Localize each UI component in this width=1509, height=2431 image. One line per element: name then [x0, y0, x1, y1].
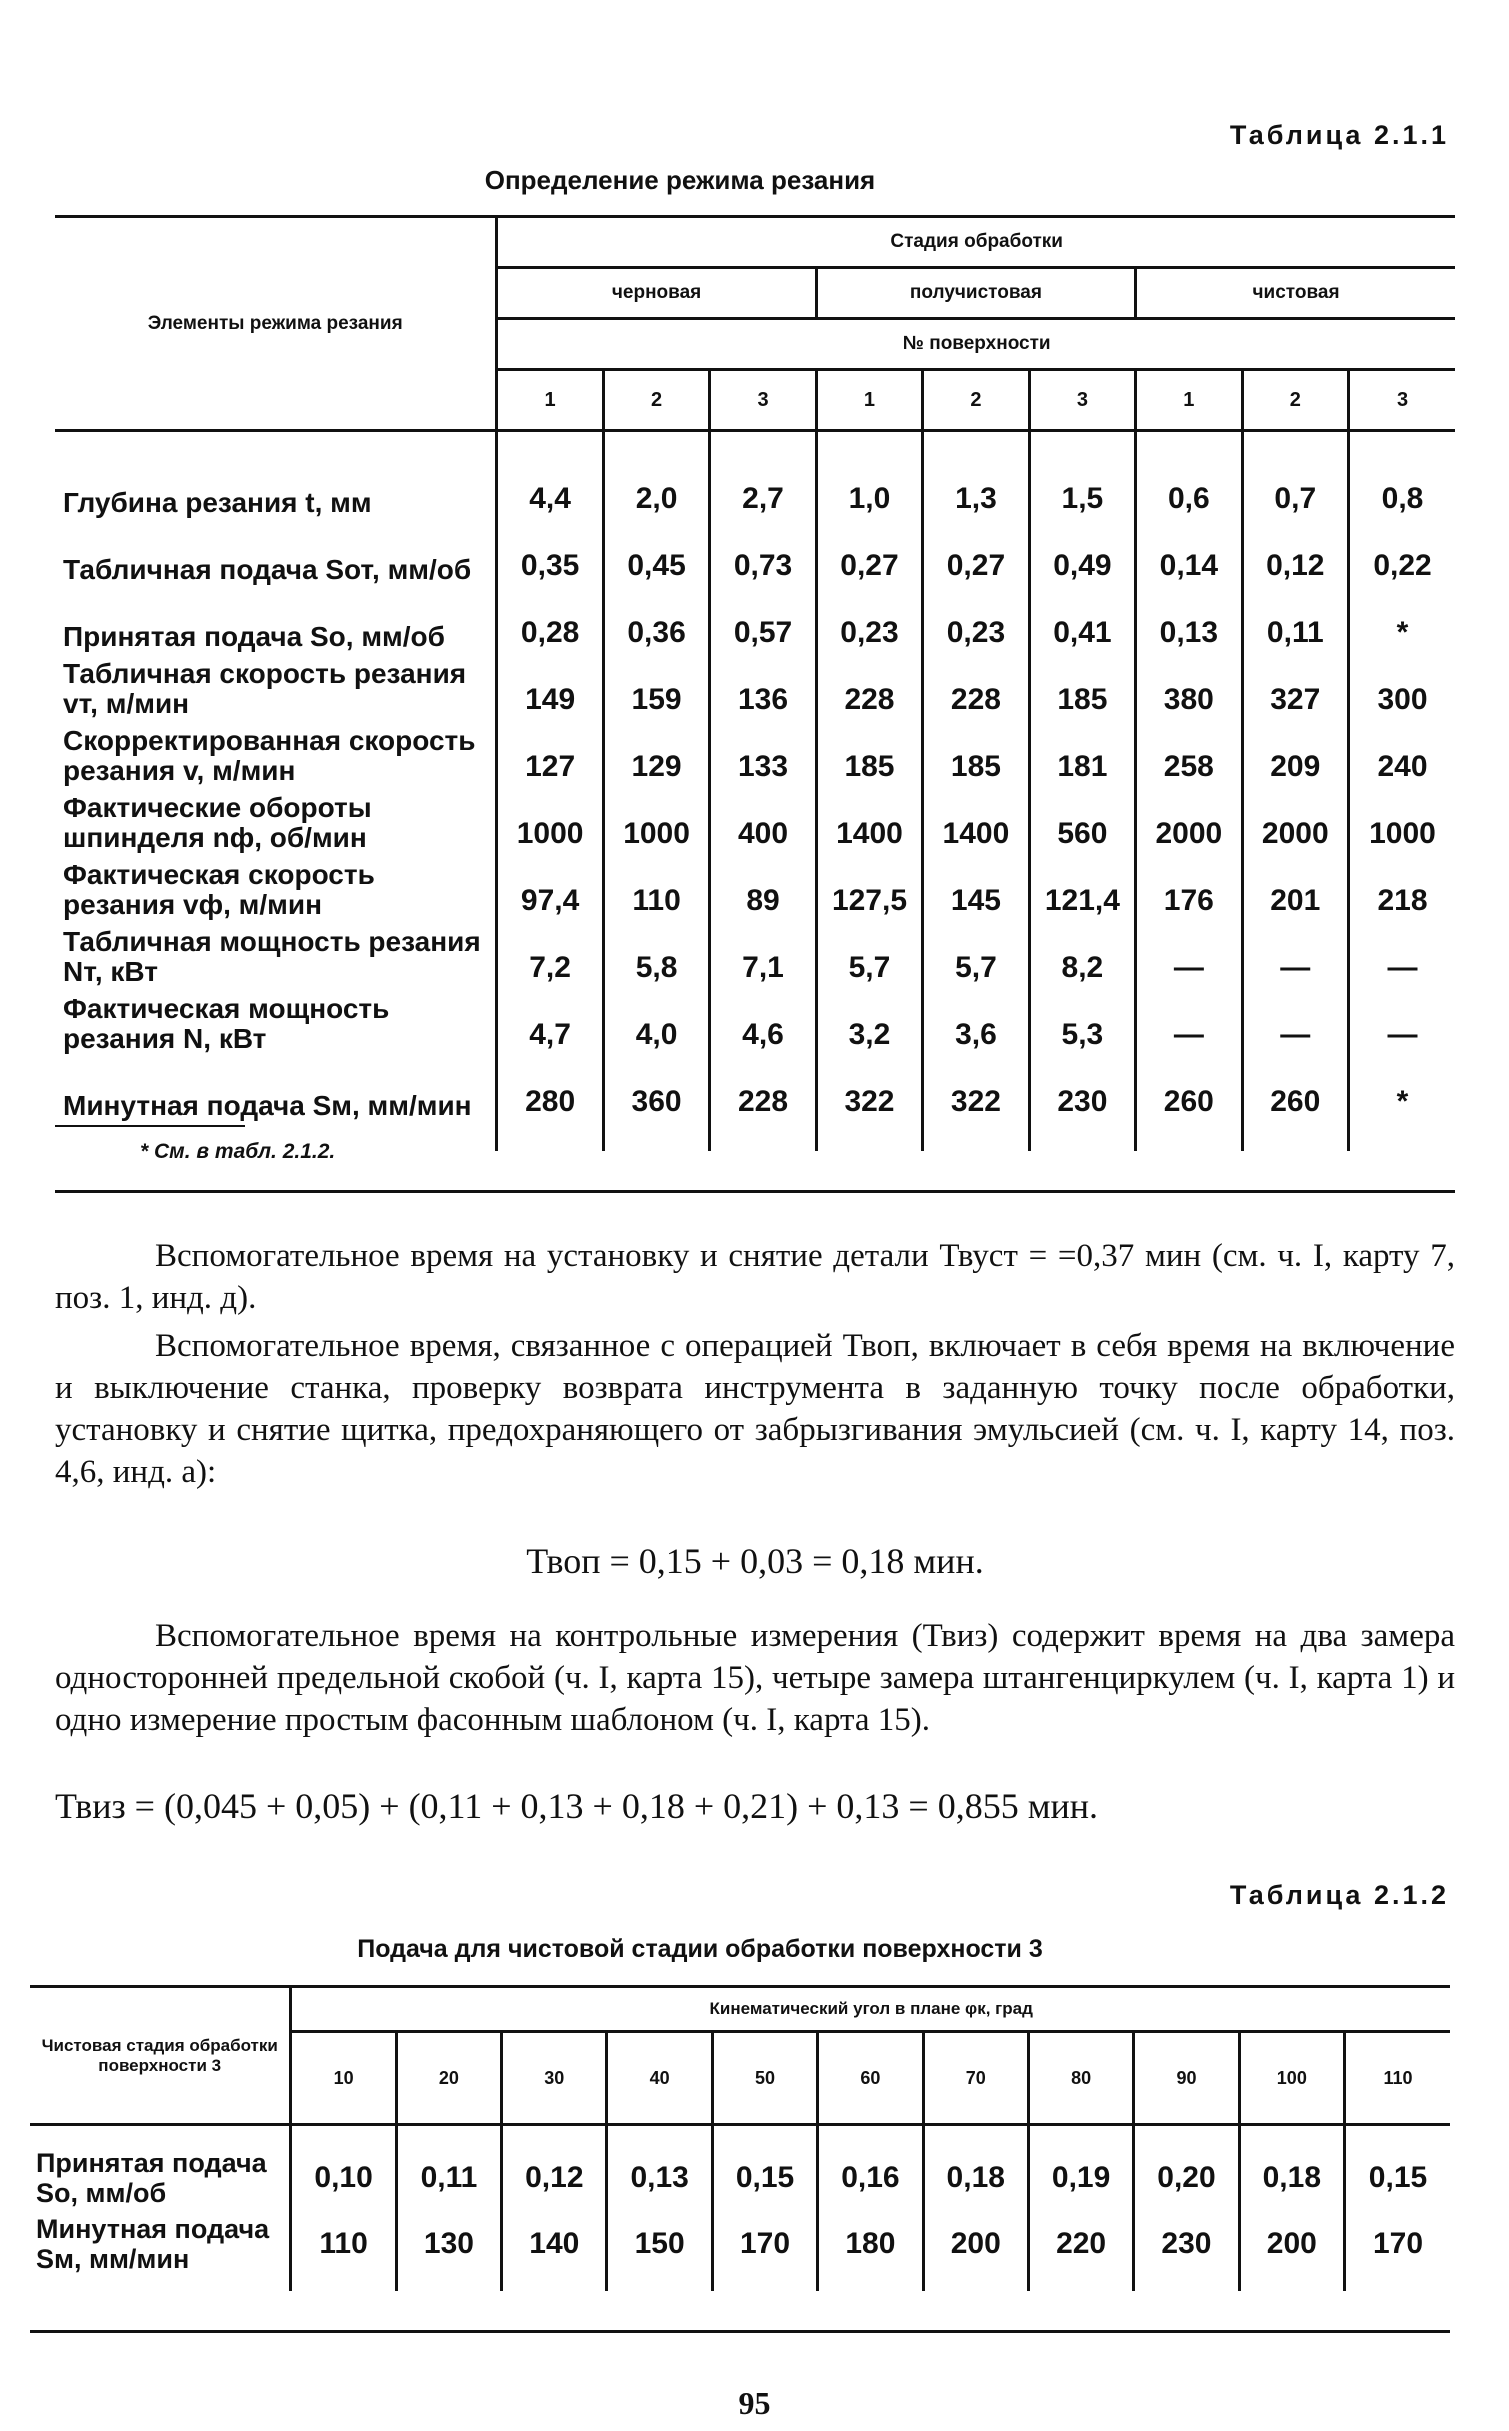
- table-row: [55, 518, 1455, 585]
- table-row: [30, 2211, 1450, 2277]
- cell-value: 1400: [816, 786, 922, 853]
- table-row: [55, 786, 1455, 853]
- surface-number: 1: [816, 370, 922, 431]
- header-elements: Элементы режима резания: [55, 217, 497, 431]
- cell-value: 0,7: [1242, 451, 1348, 518]
- cell-value: 0,22: [1349, 518, 1455, 585]
- row-label: Скорректированная скорость резания v, м/мин: [63, 724, 476, 786]
- paragraph-measurement-time: Вспомогательное время на контрольные измерения (Твиз) содержит время на два замера односторонней предельной скобой (ч. I, карта 15), четыре замера штангенциркулем (ч. I, карта 1) и одно измерение простым фасонным шаблоном (ч. I, карта 15).: [55, 1618, 1455, 1738]
- cell-value: 0,57: [710, 585, 816, 652]
- header-surface: № поверхности: [497, 319, 1455, 370]
- angle-value: 10: [291, 2032, 396, 2125]
- cell-value: 228: [710, 1054, 816, 1121]
- cell-value: 0,36: [603, 585, 709, 652]
- cell-value: 0,27: [923, 518, 1029, 585]
- cell-value: 4,7: [497, 987, 603, 1054]
- angle-value: 80: [1028, 2032, 1133, 2125]
- cell-value: 110: [291, 2211, 396, 2277]
- angle-value: 90: [1134, 2032, 1239, 2125]
- cell-value: 0,8: [1349, 451, 1455, 518]
- row-label: Табличная подача Sот, мм/об: [63, 553, 472, 585]
- header-stage: Стадия обработки: [497, 217, 1455, 268]
- cell-value: 260: [1242, 1054, 1348, 1121]
- cell-value: 560: [1029, 786, 1135, 853]
- cell-value: 1000: [1349, 786, 1455, 853]
- surface-number: 1: [497, 370, 603, 431]
- cell-value: —: [1349, 987, 1455, 1054]
- cell-value: 260: [1136, 1054, 1242, 1121]
- cell-value: 0,14: [1136, 518, 1242, 585]
- cell-value: 0,45: [603, 518, 709, 585]
- cell-value: 0,16: [818, 2145, 923, 2211]
- cell-value: 159: [603, 652, 709, 719]
- row-label: Принятая подача Sо, мм/об: [63, 620, 445, 652]
- table-row: [55, 853, 1455, 920]
- row-label: Глубина резания t, мм: [63, 486, 372, 518]
- surface-number: 3: [1349, 370, 1455, 431]
- cell-value: 280: [497, 1054, 603, 1121]
- row-label: Фактические обороты шпинделя nф, об/мин: [63, 791, 372, 853]
- cell-value: 2,0: [603, 451, 709, 518]
- row-label: Табличная скорость резания vт, м/мин: [63, 657, 467, 719]
- table-row: [55, 719, 1455, 786]
- cell-value: 228: [923, 652, 1029, 719]
- cell-value: 121,4: [1029, 853, 1135, 920]
- table-row: [55, 920, 1455, 987]
- row-label: Фактическая скорость резания vф, м/мин: [63, 858, 375, 920]
- cell-value: 170: [712, 2211, 817, 2277]
- cell-value: 127,5: [816, 853, 922, 920]
- cell-value: 145: [923, 853, 1029, 920]
- cell-value: 130: [396, 2211, 501, 2277]
- cell-value: 1000: [497, 786, 603, 853]
- cell-value: 0,12: [502, 2145, 607, 2211]
- cell-value: 1,3: [923, 451, 1029, 518]
- angle-value: 70: [923, 2032, 1028, 2125]
- cell-value: 129: [603, 719, 709, 786]
- cell-value: 0,28: [497, 585, 603, 652]
- cell-value: 0,19: [1028, 2145, 1133, 2211]
- cell-value: 180: [818, 2211, 923, 2277]
- angle-value: 110: [1345, 2032, 1451, 2125]
- cell-value: 185: [816, 719, 922, 786]
- cell-value: 89: [710, 853, 816, 920]
- cell-value: 3,6: [923, 987, 1029, 1054]
- cell-value: 230: [1029, 1054, 1135, 1121]
- cell-value: *: [1349, 585, 1455, 652]
- cell-value: 322: [816, 1054, 922, 1121]
- cell-value: 0,10: [291, 2145, 396, 2211]
- cell-value: 0,23: [816, 585, 922, 652]
- table2-title: Подача для чистовой стадии обработки поверхности 3: [357, 1935, 1043, 1963]
- cell-value: 258: [1136, 719, 1242, 786]
- angle-value: 20: [396, 2032, 501, 2125]
- header-angle: Кинематический угол в плане φк, град: [291, 1987, 1450, 2032]
- cell-value: 220: [1028, 2211, 1133, 2277]
- cell-value: 2,7: [710, 451, 816, 518]
- cell-value: *: [1349, 1054, 1455, 1121]
- finish-feed-table: [30, 1985, 1450, 2291]
- cell-value: 0,12: [1242, 518, 1348, 585]
- cell-value: 185: [923, 719, 1029, 786]
- cell-value: 327: [1242, 652, 1348, 719]
- table-row: [30, 2145, 1450, 2211]
- surface-number: 3: [710, 370, 816, 431]
- cell-value: 3,2: [816, 987, 922, 1054]
- table-row: [55, 451, 1455, 518]
- cell-value: —: [1136, 987, 1242, 1054]
- cell-value: 0,49: [1029, 518, 1135, 585]
- surface-number: 2: [923, 370, 1029, 431]
- cell-value: 4,6: [710, 987, 816, 1054]
- table-row: [55, 1054, 1455, 1121]
- cell-value: 0,15: [1345, 2145, 1451, 2211]
- table1-footnote: * См. в табл. 2.1.2.: [140, 1140, 336, 1163]
- table-row: [55, 585, 1455, 652]
- cell-value: 0,18: [1239, 2145, 1344, 2211]
- row-label: Табличная мощность резания Nт, кВт: [63, 925, 481, 987]
- table-row: [55, 987, 1455, 1054]
- cell-value: 149: [497, 652, 603, 719]
- cell-value: 0,23: [923, 585, 1029, 652]
- cell-value: 150: [607, 2211, 712, 2277]
- cell-value: 209: [1242, 719, 1348, 786]
- angle-value: 100: [1239, 2032, 1344, 2125]
- cell-value: 0,73: [710, 518, 816, 585]
- row-label: Принятая подача Sо, мм/об: [36, 2147, 267, 2208]
- header-stage-semifinish: получистовая: [816, 268, 1135, 319]
- cell-value: 7,2: [497, 920, 603, 987]
- angle-value: 50: [712, 2032, 817, 2125]
- cell-value: 300: [1349, 652, 1455, 719]
- cell-value: 201: [1242, 853, 1348, 920]
- footnote-bottom-rule: [55, 1190, 1455, 1193]
- cell-value: 0,13: [607, 2145, 712, 2211]
- cell-value: 4,0: [603, 987, 709, 1054]
- cell-value: 176: [1136, 853, 1242, 920]
- cell-value: 0,6: [1136, 451, 1242, 518]
- cell-value: —: [1242, 987, 1348, 1054]
- cell-value: 140: [502, 2211, 607, 2277]
- cell-value: 5,7: [923, 920, 1029, 987]
- cell-value: 0,27: [816, 518, 922, 585]
- formula-operation-time: Твоп = 0,15 + 0,03 = 0,18 мин.: [526, 1541, 984, 1581]
- cell-value: 0,35: [497, 518, 603, 585]
- cell-value: —: [1136, 920, 1242, 987]
- cell-value: 240: [1349, 719, 1455, 786]
- angle-value: 60: [818, 2032, 923, 2125]
- angle-value: 30: [502, 2032, 607, 2125]
- cell-value: 7,1: [710, 920, 816, 987]
- paragraph-operation-time: Вспомогательное время, связанное с операцией Твоп, включает в себя время на включение и выключение станка, проверку возврата инструмента в заданную точку после обработки, установку и снятие щитка, предохраняющего от забрызгивания эмульсией (см. ч. I, карту 14, поз. 4,6, инд. а):: [55, 1328, 1455, 1490]
- cell-value: 322: [923, 1054, 1029, 1121]
- cell-value: 1,0: [816, 451, 922, 518]
- cell-value: 97,4: [497, 853, 603, 920]
- cell-value: 4,4: [497, 451, 603, 518]
- table1-caption: Таблица 2.1.1: [1229, 120, 1449, 150]
- row-label: Фактическая мощность резания N, кВт: [63, 992, 390, 1054]
- cell-value: —: [1242, 920, 1348, 987]
- page-number: 95: [738, 2385, 771, 2421]
- cell-value: 0,13: [1136, 585, 1242, 652]
- cell-value: 185: [1029, 652, 1135, 719]
- cell-value: 1400: [923, 786, 1029, 853]
- cell-value: 0,11: [396, 2145, 501, 2211]
- cell-value: 0,41: [1029, 585, 1135, 652]
- cell-value: 0,18: [923, 2145, 1028, 2211]
- cell-value: 360: [603, 1054, 709, 1121]
- cell-value: 5,8: [603, 920, 709, 987]
- cell-value: 5,7: [816, 920, 922, 987]
- cell-value: 230: [1134, 2211, 1239, 2277]
- cell-value: 5,3: [1029, 987, 1135, 1054]
- cell-value: —: [1349, 920, 1455, 987]
- cell-value: 181: [1029, 719, 1135, 786]
- cell-value: 380: [1136, 652, 1242, 719]
- row-label: Минутная подача Sм, мм/мин: [36, 2213, 270, 2274]
- cell-value: 200: [923, 2211, 1028, 2277]
- angle-value: 40: [607, 2032, 712, 2125]
- cell-value: 2000: [1242, 786, 1348, 853]
- formula-measurement-time: Твиз = (0,045 + 0,05) + (0,11 + 0,13 + 0,18 + 0,21) + 0,13 = 0,855 мин.: [55, 1786, 1099, 1826]
- surface-number: 1: [1136, 370, 1242, 431]
- table2-caption: Таблица 2.1.2: [1229, 1880, 1449, 1910]
- cutting-mode-table: [55, 215, 1455, 1151]
- cell-value: 200: [1239, 2211, 1344, 2277]
- cell-value: 218: [1349, 853, 1455, 920]
- header-stage-rough: черновая: [497, 268, 816, 319]
- cell-value: 8,2: [1029, 920, 1135, 987]
- footnote-rule: [55, 1125, 245, 1127]
- header-finish-stage: Чистовая стадия обработки поверхности 3: [30, 1987, 291, 2125]
- cell-value: 110: [603, 853, 709, 920]
- cell-value: 1000: [603, 786, 709, 853]
- cell-value: 0,15: [712, 2145, 817, 2211]
- cell-value: 0,20: [1134, 2145, 1239, 2211]
- cell-value: 136: [710, 652, 816, 719]
- surface-number: 3: [1029, 370, 1135, 431]
- cell-value: 2000: [1136, 786, 1242, 853]
- row-label: Минутная подача Sм, мм/мин: [63, 1089, 472, 1121]
- cell-value: 170: [1345, 2211, 1451, 2277]
- cell-value: 400: [710, 786, 816, 853]
- cell-value: 133: [710, 719, 816, 786]
- table2-bottom-rule: [30, 2330, 1450, 2333]
- cell-value: 0,11: [1242, 585, 1348, 652]
- surface-number: 2: [1242, 370, 1348, 431]
- table1-title: Определение режима резания: [484, 165, 876, 195]
- paragraph-install-time: Вспомогательное время на установку и снятие детали Твуст = =0,37 мин (см. ч. I, карту 7, поз. 1, инд. д).: [55, 1238, 1455, 1316]
- header-stage-finish: чистовая: [1136, 268, 1455, 319]
- table-row: [55, 652, 1455, 719]
- cell-value: 228: [816, 652, 922, 719]
- cell-value: 127: [497, 719, 603, 786]
- surface-number: 2: [603, 370, 709, 431]
- cell-value: 1,5: [1029, 451, 1135, 518]
